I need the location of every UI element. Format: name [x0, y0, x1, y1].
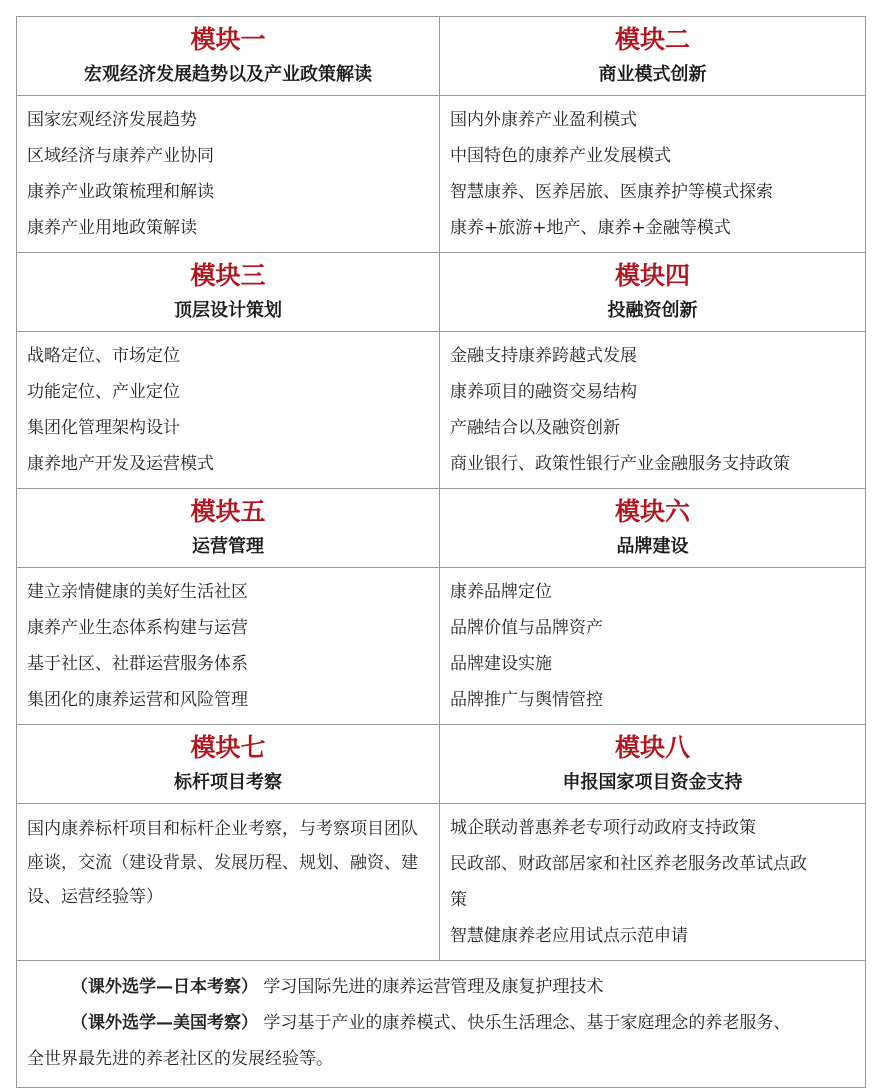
module-7-header — [17, 725, 440, 804]
module-7-title: 模块七 — [190, 733, 266, 762]
module-4-header — [440, 253, 866, 332]
list-item: 品牌建设实施 — [450, 654, 552, 674]
module-2-subtitle: 商业模式创新 — [598, 64, 707, 85]
elective-usa — [27, 1005, 855, 1041]
module-4-items — [440, 332, 866, 489]
module-5-header — [17, 489, 440, 568]
module-8-subtitle: 申报国家项目资金支持 — [562, 772, 743, 793]
list-item: 康养产业生态体系构建与运营 — [27, 618, 248, 638]
module-7-text: 国内康养标杆项目和标杆企业考察，与考察项目团队座谈，交流（建设背景、发展历程、规划、融资、建设、运营经验等） — [27, 819, 418, 907]
elective-japan — [27, 969, 855, 1005]
module-4-title: 模块四 — [614, 261, 690, 290]
list-item: 民政部、财政部居家和社区养老服务改革试点政 — [450, 854, 807, 874]
elective-japan-text: 学习国际先进的康养运营管理及康复护理技术 — [263, 977, 604, 997]
list-item: 中国特色的康养产业发展模式 — [450, 146, 671, 166]
module-4-subtitle: 投融资创新 — [607, 300, 698, 321]
electives-section — [17, 961, 866, 1088]
list-item: 康养项目的融资交易结构 — [450, 382, 637, 402]
list-item: 策 — [450, 890, 467, 910]
list-item: 集团化管理架构设计 — [27, 418, 180, 438]
module-6-header — [440, 489, 866, 568]
elective-usa-label: （课外选学—美国考察） — [71, 1013, 258, 1033]
module-5-items — [17, 568, 440, 725]
module-8-items — [440, 804, 866, 961]
list-item: 国家宏观经济发展趋势 — [27, 110, 197, 130]
list-item: 康养产业政策梳理和解读 — [27, 182, 214, 202]
list-item: 集团化的康养运营和风险管理 — [27, 690, 248, 710]
module-1-items — [17, 96, 440, 253]
module-2-items — [440, 96, 866, 253]
list-item: 国内外康养产业盈利模式 — [450, 110, 637, 130]
list-item: 建立亲情健康的美好生活社区 — [27, 582, 248, 602]
module-5-subtitle: 运营管理 — [192, 536, 264, 557]
module-6-items — [440, 568, 866, 725]
module-8-title: 模块八 — [614, 733, 690, 762]
module-1-title: 模块一 — [190, 25, 266, 54]
list-item: 产融结合以及融资创新 — [450, 418, 620, 438]
module-7-items — [17, 804, 440, 961]
list-item: 商业银行、政策性银行产业金融服务支持政策 — [450, 454, 790, 474]
module-1-header — [17, 17, 440, 96]
list-item: 品牌推广与舆情管控 — [450, 690, 603, 710]
elective-japan-label: （课外选学—日本考察） — [71, 977, 258, 997]
elective-usa-continued: 全世界最先进的养老社区的发展经验等。 — [27, 1049, 333, 1069]
module-5-title: 模块五 — [190, 497, 266, 526]
module-7-subtitle: 标杆项目考察 — [174, 772, 282, 793]
list-item: 智慧康养、医养居旅、医康养护等模式探索 — [450, 182, 773, 202]
list-item: 康养产业用地政策解读 — [27, 218, 197, 238]
list-item: 功能定位、产业定位 — [27, 382, 180, 402]
module-3-header — [17, 253, 440, 332]
module-6-subtitle: 品牌建设 — [616, 536, 689, 557]
list-item: 康养品牌定位 — [450, 582, 552, 602]
list-item: 品牌价值与品牌资产 — [450, 618, 603, 638]
module-8-header — [440, 725, 866, 804]
list-item: 康养地产开发及运营模式 — [27, 454, 214, 474]
module-table — [16, 16, 866, 1088]
list-item: 智慧健康养老应用试点示范申请 — [450, 926, 688, 946]
module-3-items — [17, 332, 440, 489]
module-1-subtitle: 宏观经济发展趋势以及产业政策解读 — [84, 64, 372, 85]
module-2-title: 模块二 — [614, 25, 690, 54]
list-item: 康养+旅游+地产、康养+金融等模式 — [450, 218, 731, 238]
list-item: 区域经济与康养产业协同 — [27, 146, 214, 166]
module-3-title: 模块三 — [190, 261, 266, 290]
module-3-subtitle: 顶层设计策划 — [174, 300, 282, 321]
list-item: 战略定位、市场定位 — [27, 346, 180, 366]
module-6-title: 模块六 — [614, 497, 690, 526]
list-item: 基于社区、社群运营服务体系 — [27, 654, 248, 674]
module-2-header — [440, 17, 866, 96]
list-item: 城企联动普惠养老专项行动政府支持政策 — [450, 818, 756, 838]
elective-usa-text: 学习基于产业的康养模式、快乐生活理念、基于家庭理念的养老服务、 — [263, 1013, 791, 1033]
list-item: 金融支持康养跨越式发展 — [450, 346, 637, 366]
